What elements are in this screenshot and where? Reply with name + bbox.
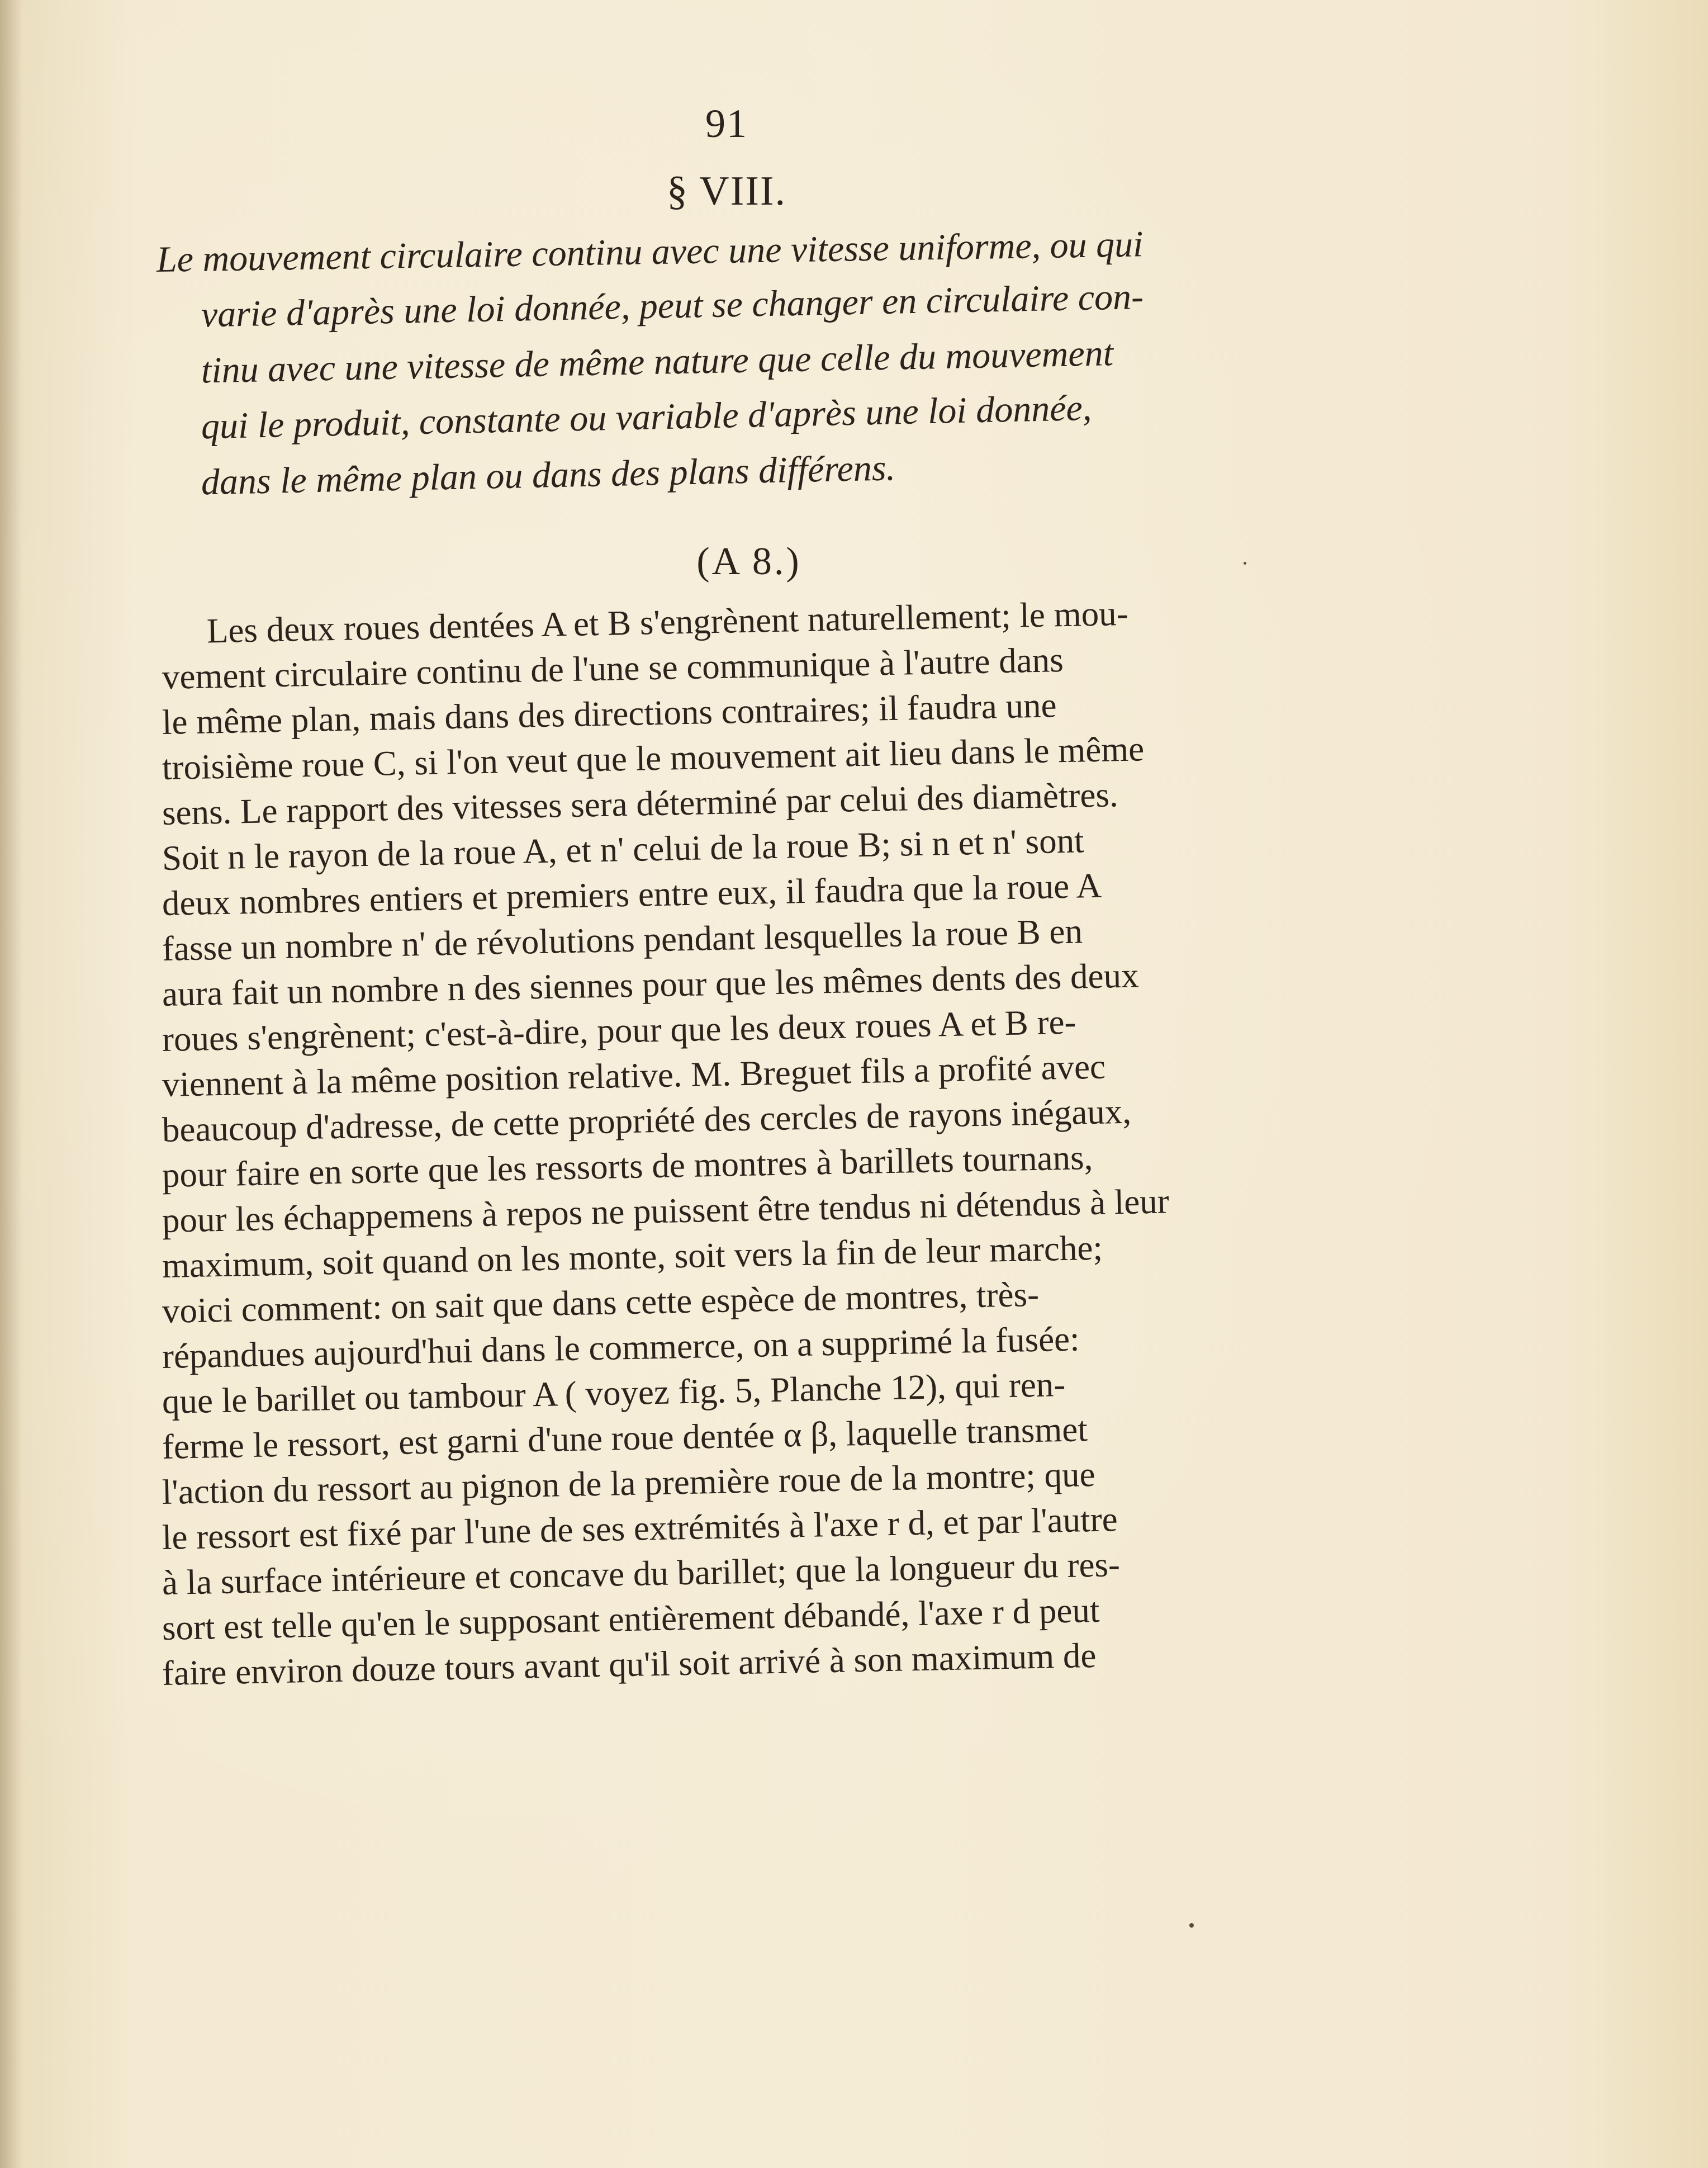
summary-line: varie d'après une loi donnée, peut se changer en circulaire con- (201, 276, 1144, 335)
body-line: beaucoup d'adresse, de cette propriété des cercles de rayons inégaux, (162, 1091, 1132, 1149)
body-line: deux nombres entiers et premiers entre eux, il faudra que la roue A (162, 865, 1102, 923)
ink-speck (1244, 562, 1246, 565)
body-paragraph (162, 593, 1369, 1696)
body-line: pour les échappemens à repos ne puissent être tendus ni détendus à leur (162, 1181, 1170, 1240)
body-line: pour faire en sorte que les ressorts de montres à barillets tournans, (162, 1138, 1093, 1195)
body-line: le ressort est fixé par l'une de ses extrémités à l'axe r d, et par l'autre (162, 1499, 1118, 1557)
body-line: vement circulaire continu de l'une se communique à l'autre dans (162, 640, 1064, 697)
body-line: Les deux roues dentées A et B s'engrènent naturellement; le mou- (206, 593, 1129, 651)
summary-line: tinu avec une vitesse de même nature que celle du mouvement (201, 333, 1114, 391)
body-line: répandues aujourd'hui dans le commerce, on a supprimé la fusée: (162, 1319, 1080, 1376)
body-line: Soit n le rayon de la roue A, et n' celui de la roue B; si n et n' sont (162, 821, 1085, 878)
body-line: l'action du ressort au pignon de la première roue de la montre; que (162, 1454, 1096, 1512)
body-line: viennent à la même position relative. M. Breguet fils a profité avec (162, 1047, 1106, 1104)
body-line: à la surface intérieure et concave du barillet; que la longueur du res- (162, 1545, 1121, 1602)
body-line: fasse un nombre n' de révolutions pendant lesquelles la roue B en (162, 911, 1083, 968)
body-line: roues s'engrènent; c'est-à-dire, pour que les deux roues A et B re- (162, 1002, 1077, 1059)
body-line: faire environ douze tours avant qu'il soit arrivé à son maximum de (162, 1635, 1097, 1693)
summary-line: dans le même plan ou dans des plans différens. (201, 447, 896, 503)
summary-line: Le mouvement circulaire continu avec une vitesse uniforme, ou qui (156, 224, 1144, 280)
section-heading: § VIII. (666, 168, 787, 214)
body-line: maximum, soit quand on les monte, soit vers la fin de leur marche; (162, 1228, 1103, 1285)
page-number: 91 (705, 101, 748, 146)
body-line: sens. Le rapport des vitesses sera déterminé par celui des diamètres. (162, 775, 1119, 832)
ink-speck (1189, 1923, 1194, 1928)
body-line: ferme le ressort, est garni d'une roue dentée α β, laquelle transmet (162, 1409, 1088, 1466)
body-line: troisième roue C, si l'on veut que le mouvement ait lieu dans le même (162, 729, 1145, 787)
section-summary (156, 224, 1341, 512)
figure-label: (A 8.) (696, 540, 801, 583)
body-line: le même plan, mais dans des directions contraires; il faudra une (162, 685, 1057, 742)
body-line: que le barillet ou tambour A ( voyez fig. 5, Planche 12), qui ren- (162, 1364, 1066, 1421)
body-line: aura fait un nombre n des siennes pour que les mêmes dents des deux (162, 955, 1140, 1014)
body-line: sort est telle qu'en le supposant entièrement débandé, l'axe r d peut (162, 1590, 1100, 1648)
summary-line: qui le produit, constante ou variable d'après une loi donnée, (201, 387, 1092, 447)
body-line: voici comment: on sait que dans cette espèce de montres, très- (162, 1274, 1040, 1331)
page-gutter-shadow (0, 0, 22, 2168)
